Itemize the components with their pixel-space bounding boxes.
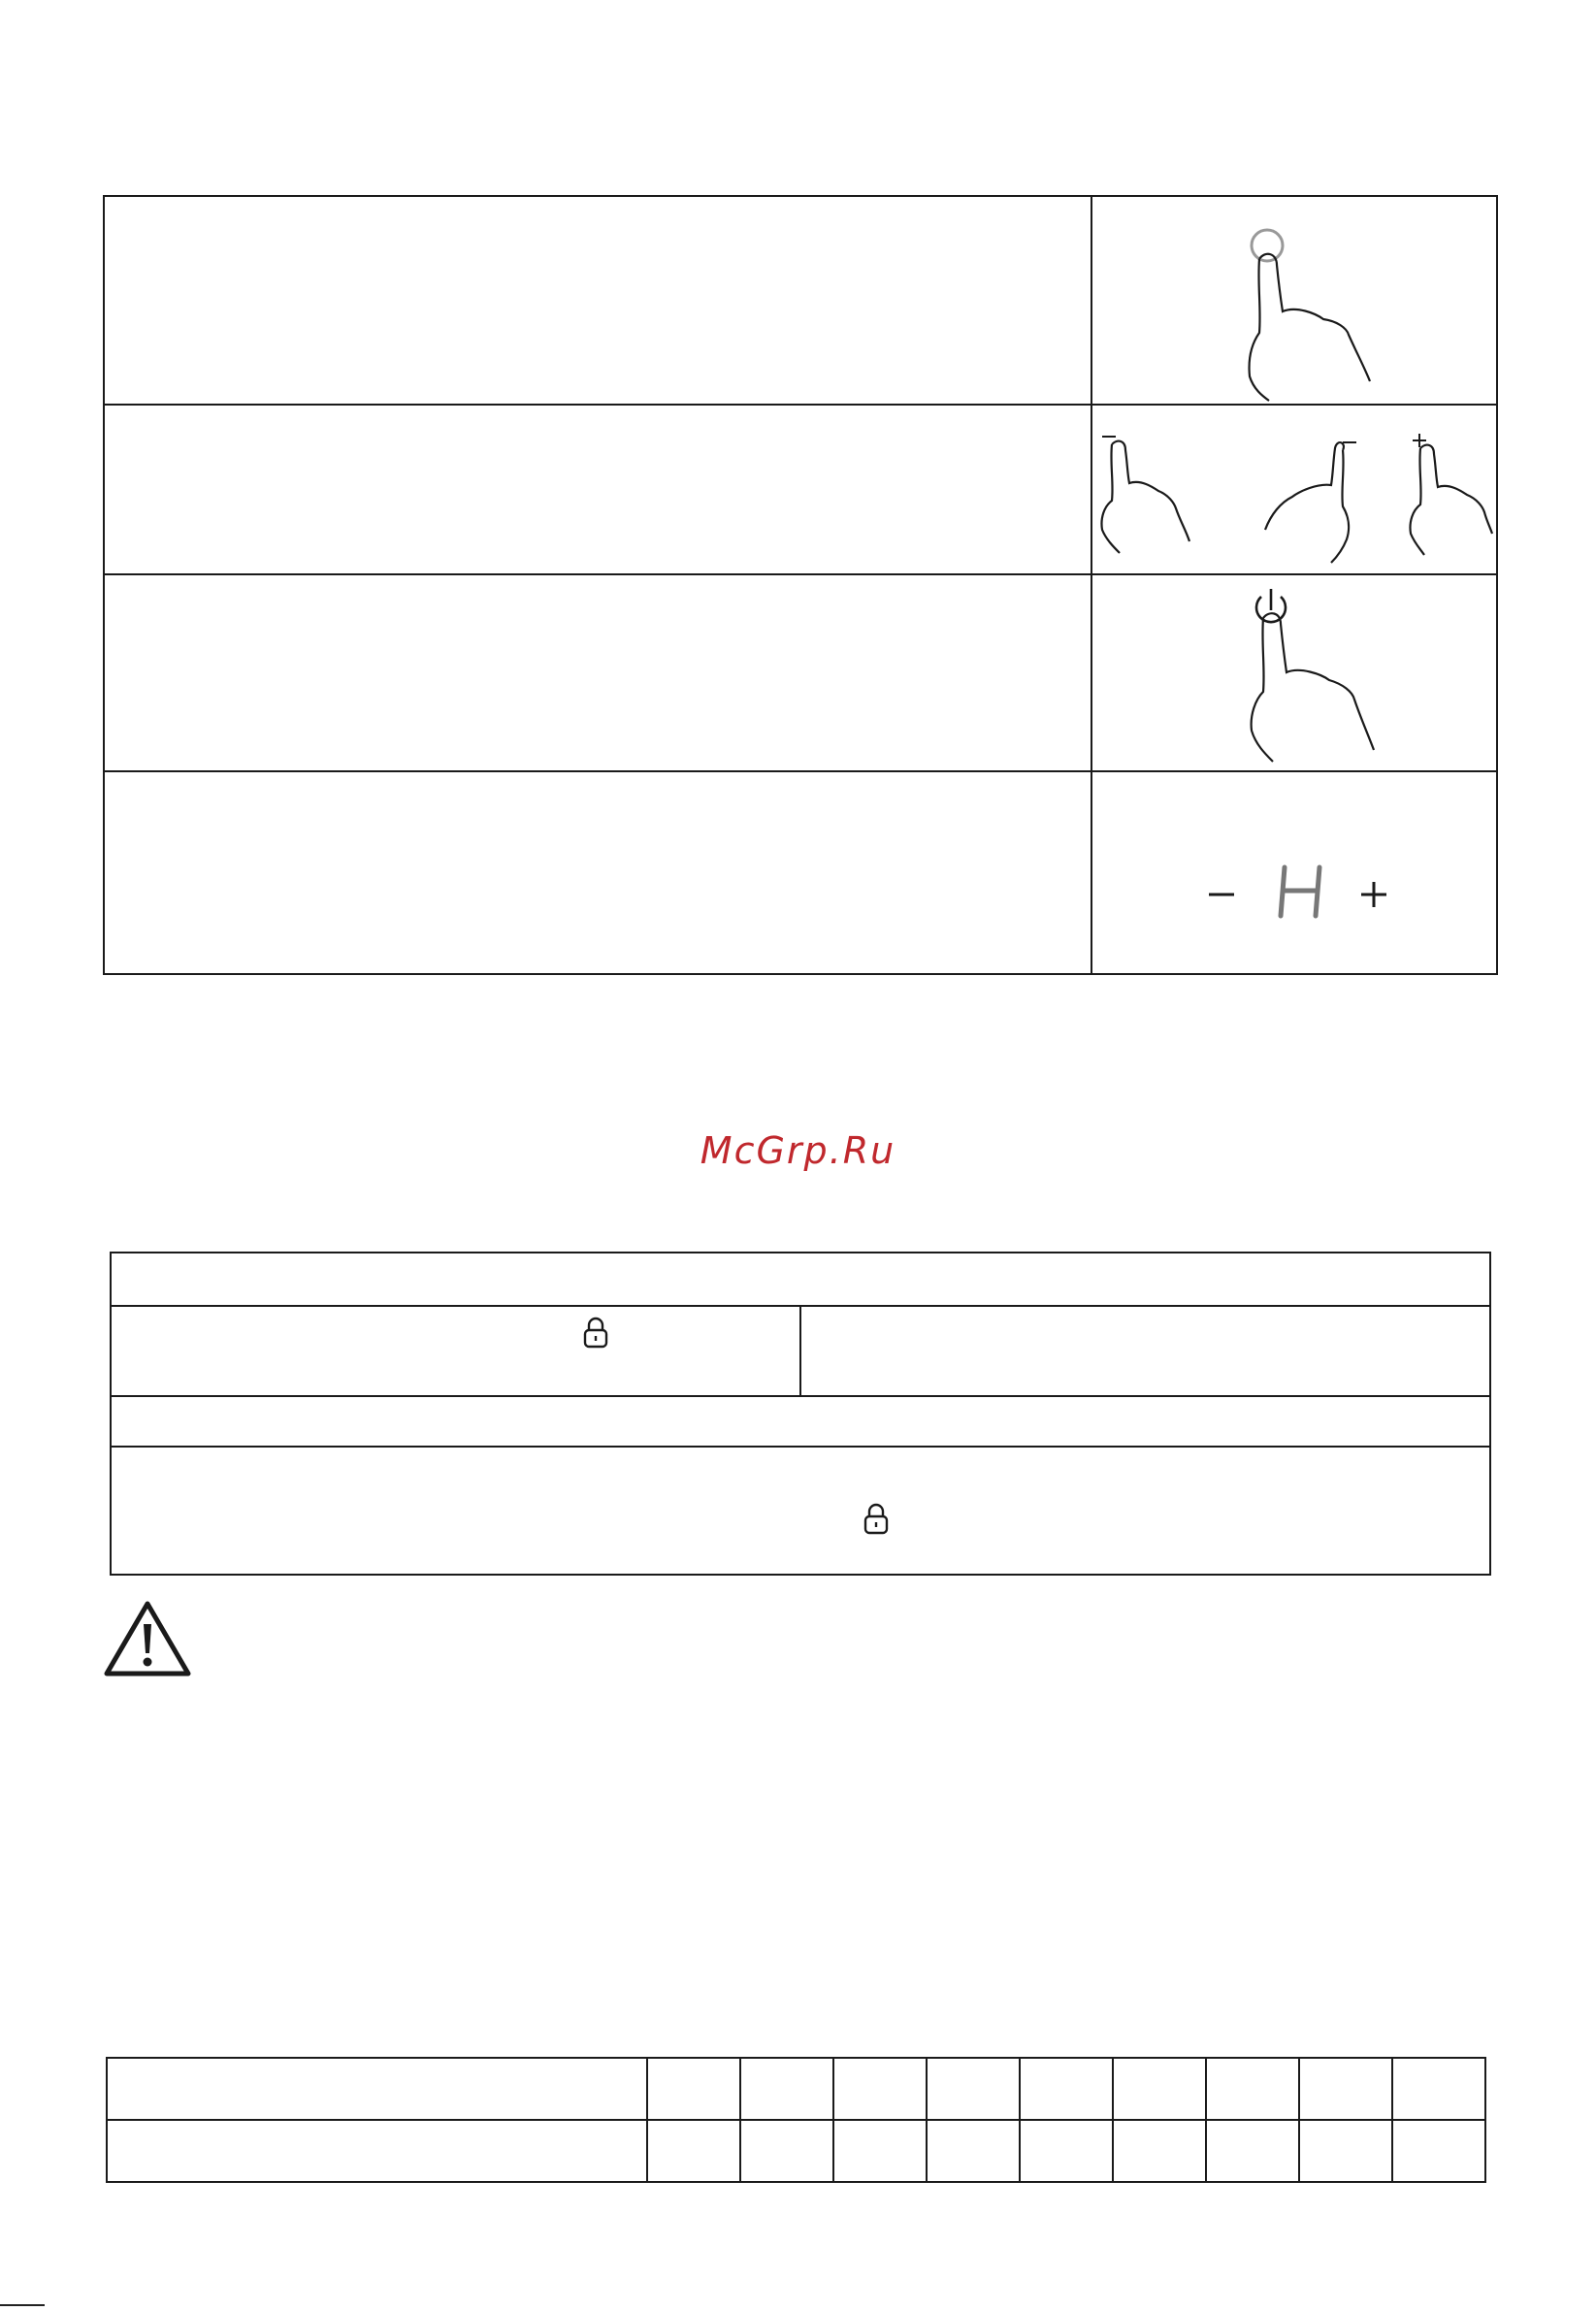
table-cell (1206, 2058, 1299, 2120)
table-cell (1020, 2120, 1113, 2182)
table-cell (1113, 2120, 1206, 2182)
table-border-left (103, 195, 105, 975)
step-2-illustration (1092, 406, 1498, 573)
table-cell (1299, 2058, 1392, 2120)
table-cell (1392, 2058, 1485, 2120)
table-cell (1206, 2120, 1299, 2182)
page-corner-mark (0, 2304, 45, 2306)
table-cell (1113, 2058, 1206, 2120)
table-cell (1392, 2120, 1485, 2182)
lock-icon (863, 1502, 889, 1535)
table-border-bottom (103, 973, 1498, 975)
table-cell (740, 2120, 833, 2182)
table-row-divider (112, 1446, 1489, 1448)
table-cell (1299, 2120, 1392, 2182)
table-cell (833, 2120, 927, 2182)
step-4-illustration (1092, 772, 1498, 973)
table-cell (107, 2058, 647, 2120)
table-row (107, 2120, 1485, 2182)
finger-minus-plus-icons (1092, 406, 1498, 573)
table-cell (927, 2058, 1020, 2120)
table-cell (833, 2058, 927, 2120)
display-h-icon (1092, 772, 1498, 973)
table-cell (927, 2120, 1020, 2182)
table-row (107, 2058, 1485, 2120)
data-grid-table (106, 2057, 1486, 2183)
step-3-illustration (1092, 575, 1498, 770)
table-cell (647, 2058, 740, 2120)
warning-triangle-icon (103, 1599, 192, 1678)
table-column-divider (799, 1305, 801, 1395)
instruction-table (103, 195, 1498, 975)
table-cell (647, 2120, 740, 2182)
step-1-illustration (1092, 197, 1498, 404)
watermark: McGrp.Ru (700, 1129, 896, 1172)
warning (103, 1599, 192, 1682)
table-cell (740, 2058, 833, 2120)
finger-press-circle-icon (1092, 197, 1498, 404)
table-row-divider (112, 1395, 1489, 1397)
lock-icon (583, 1316, 608, 1349)
lock-table (110, 1252, 1491, 1576)
table-cell (107, 2120, 647, 2182)
table-cell (1020, 2058, 1113, 2120)
finger-power-icon (1092, 575, 1498, 770)
